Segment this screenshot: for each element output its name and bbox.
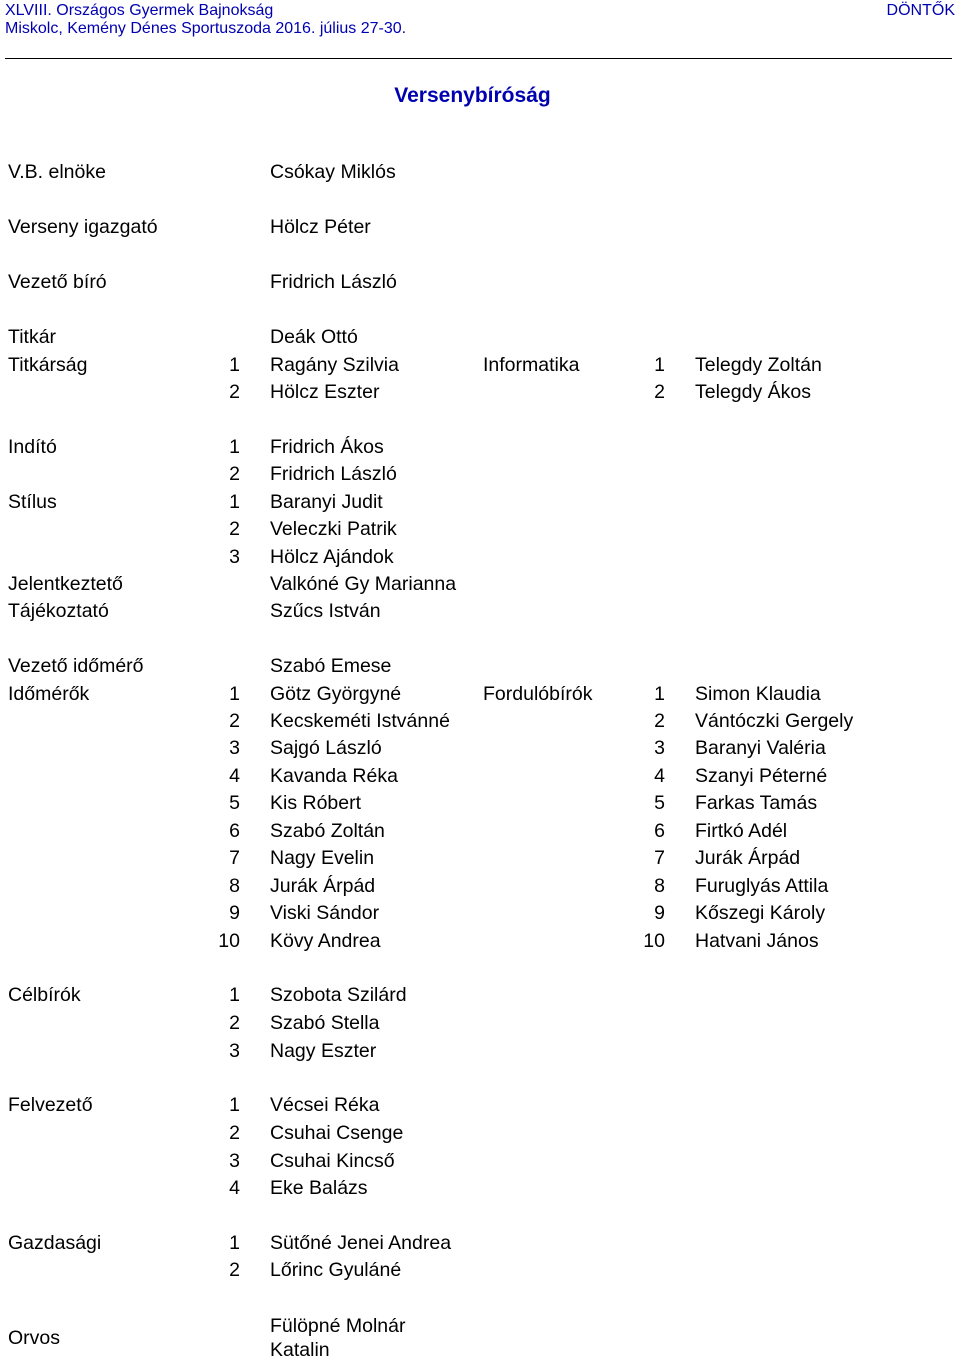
official-row [0, 546, 960, 572]
row-number: 1 [229, 683, 240, 705]
official-row [0, 683, 960, 709]
row-name: Hölcz Ajándok [270, 546, 394, 568]
official-row [0, 847, 960, 873]
row-name: Csuhai Kincső [270, 1150, 395, 1172]
row-number: 9 [229, 902, 240, 924]
official-row [0, 326, 960, 352]
row-number: 1 [229, 984, 240, 1006]
row-label: Verseny igazgató [8, 216, 158, 238]
row-name: Nagy Evelin [270, 847, 375, 869]
row-number: 1 [229, 1094, 240, 1116]
official-row [0, 436, 960, 462]
row-label: Titkár [8, 326, 57, 348]
row-label: Vezető időmérő [8, 655, 144, 677]
row-name-secondary: Vántóczki Gergely [695, 710, 854, 732]
row-name-secondary: Telegdy Zoltán [695, 354, 822, 376]
official-row [0, 792, 960, 818]
row-name-secondary: Kőszegi Károly [695, 902, 826, 924]
official-row [0, 1259, 960, 1285]
official-row [0, 820, 960, 846]
row-name-secondary: Telegdy Ákos [695, 381, 811, 403]
row-name: Veleczki Patrik [270, 518, 397, 540]
row-name: Kavanda Réka [270, 765, 398, 787]
row-name: Kis Róbert [270, 792, 362, 814]
row-name-secondary: Baranyi Valéria [695, 737, 826, 759]
official-row [0, 765, 960, 791]
row-number-secondary: 2 [654, 381, 665, 403]
row-name: Szabó Emese [270, 655, 392, 677]
row-number: 2 [229, 1259, 240, 1281]
official-row [0, 875, 960, 901]
row-name: Hölcz Péter [270, 216, 371, 238]
row-name-secondary: Simon Klaudia [695, 683, 821, 705]
row-label: Felvezető [8, 1094, 93, 1116]
row-label-orvos: Orvos [8, 1327, 61, 1349]
official-row [0, 271, 960, 297]
row-number: 4 [229, 765, 240, 787]
row-name: Valkóné Gy Marianna [270, 573, 457, 595]
row-name: Baranyi Judit [270, 491, 383, 513]
row-name: Fridrich László [270, 271, 397, 293]
row-name: Jurák Árpád [270, 875, 376, 897]
row-number: 8 [229, 875, 240, 897]
row-label-secondary: Informatika [483, 354, 580, 376]
header-divider [5, 58, 952, 59]
official-row [0, 1177, 960, 1203]
row-number: 1 [229, 354, 240, 376]
row-number: 3 [229, 737, 240, 759]
page-title: Versenybíróság [394, 84, 551, 107]
row-label-secondary: Fordulóbírók [483, 683, 593, 705]
row-name: Szabó Stella [270, 1012, 380, 1034]
row-number: 2 [229, 518, 240, 540]
row-name: Lőrinc Gyuláné [270, 1259, 402, 1281]
row-number: 2 [229, 1012, 240, 1034]
row-number: 2 [229, 1122, 240, 1144]
row-label: Időmérők [8, 683, 90, 705]
row-name-orvos: Fülöpné Molnár Katalin [270, 1315, 406, 1361]
official-row [0, 902, 960, 928]
row-name-secondary: Farkas Tamás [695, 792, 818, 814]
row-name: Deák Ottó [270, 326, 358, 348]
official-row [0, 655, 960, 681]
row-number-secondary: 5 [654, 792, 665, 814]
row-name-secondary: Jurák Árpád [695, 847, 801, 869]
page-header [5, 0, 955, 50]
official-row [0, 1122, 960, 1148]
official-row [0, 930, 960, 956]
section-label: DÖNTŐK [886, 2, 955, 19]
row-number: 6 [229, 820, 240, 842]
row-name-secondary: Furuglyás Attila [695, 875, 829, 897]
row-number-secondary: 9 [654, 902, 665, 924]
row-name: Sajgó László [270, 737, 382, 759]
row-label: V.B. elnöke [8, 161, 106, 183]
row-name: Szabó Zoltán [270, 820, 385, 842]
row-name: Vécsei Réka [270, 1094, 380, 1116]
official-row [0, 1232, 960, 1258]
row-number-secondary: 10 [643, 930, 665, 952]
official-row [0, 737, 960, 763]
row-name: Csuhai Csenge [270, 1122, 404, 1144]
row-number-secondary: 6 [654, 820, 665, 842]
competition-venue-date: Miskolc, Kemény Dénes Sportuszoda 2016. július 27-30. [5, 20, 407, 37]
row-number: 1 [229, 491, 240, 513]
row-name: Ragány Szilvia [270, 354, 399, 376]
row-number-secondary: 4 [654, 765, 665, 787]
official-row [0, 354, 960, 380]
row-label: Célbírók [8, 984, 81, 1006]
row-name: Szűcs István [270, 600, 381, 622]
row-name: Götz Györgyné [270, 683, 402, 705]
row-name: Sütőné Jenei Andrea [270, 1232, 452, 1254]
row-number: 3 [229, 1040, 240, 1062]
official-row [0, 161, 960, 187]
row-number: 2 [229, 710, 240, 732]
row-name: Nagy Eszter [270, 1040, 377, 1062]
row-number: 5 [229, 792, 240, 814]
competition-title: XLVIII. Országos Gyermek Bajnokság [5, 2, 274, 19]
row-number: 10 [218, 930, 240, 952]
official-row [0, 518, 960, 544]
row-number-secondary: 1 [654, 354, 665, 376]
row-number-secondary: 1 [654, 683, 665, 705]
official-row [0, 1012, 960, 1038]
official-row [0, 381, 960, 407]
row-name-secondary: Hatvani János [695, 930, 819, 952]
row-number-secondary: 8 [654, 875, 665, 897]
row-number: 7 [229, 847, 240, 869]
official-row [0, 600, 960, 626]
row-name: Hölcz Eszter [270, 381, 380, 403]
row-number: 3 [229, 1150, 240, 1172]
row-label: Tájékoztató [8, 600, 109, 622]
row-label: Gazdasági [8, 1232, 102, 1254]
official-row [0, 984, 960, 1010]
row-label: Stílus [8, 491, 57, 513]
row-name: Csókay Miklós [270, 161, 396, 183]
row-name: Viski Sándor [270, 902, 380, 924]
row-name: Fridrich László [270, 463, 397, 485]
row-label: Vezető bíró [8, 271, 107, 293]
official-row [0, 463, 960, 489]
row-name: Kecskeméti Istvánné [270, 710, 450, 732]
row-name: Fridrich Ákos [270, 436, 384, 458]
official-row [0, 1094, 960, 1120]
row-label: Indító [8, 436, 57, 458]
official-row [0, 573, 960, 599]
row-number: 4 [229, 1177, 240, 1199]
official-row [0, 1150, 960, 1176]
row-name: Szobota Szilárd [270, 984, 407, 1006]
row-name-secondary: Firtkó Adél [695, 820, 788, 842]
row-name: Eke Balázs [270, 1177, 368, 1199]
row-name-secondary: Szanyi Péterné [695, 765, 828, 787]
row-number: 1 [229, 436, 240, 458]
row-name: Kövy Andrea [270, 930, 381, 952]
row-number: 1 [229, 1232, 240, 1254]
row-label: Jelentkeztető [8, 573, 123, 595]
official-row [0, 491, 960, 517]
row-number-secondary: 7 [654, 847, 665, 869]
row-label: Titkárság [8, 354, 88, 376]
row-number: 2 [229, 381, 240, 403]
row-number-secondary: 2 [654, 710, 665, 732]
row-number-secondary: 3 [654, 737, 665, 759]
row-number: 2 [229, 463, 240, 485]
official-row [0, 1040, 960, 1066]
official-row [0, 216, 960, 242]
row-number: 3 [229, 546, 240, 568]
official-row [0, 710, 960, 736]
